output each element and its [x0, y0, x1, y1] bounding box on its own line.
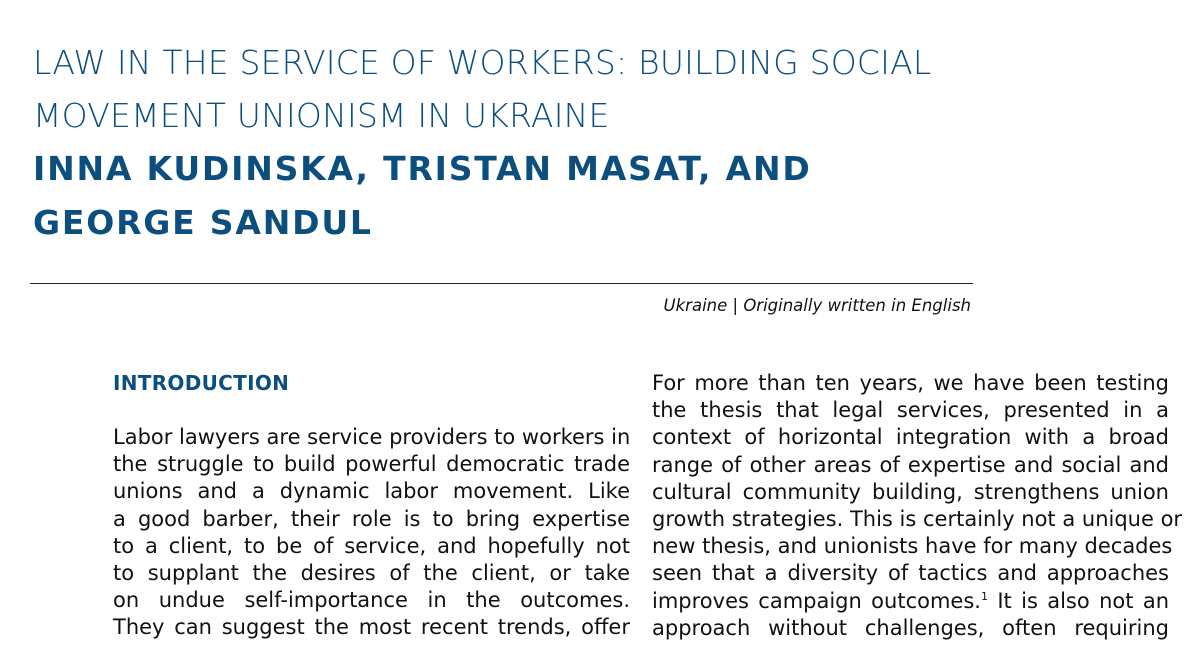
header-divider — [30, 283, 973, 284]
right-column — [652, 370, 1183, 642]
paragraph-line: new thesis, and unionists have for many decades — [652, 534, 1173, 559]
paragraph-line: the thesis that legal services, presented in a — [652, 398, 1169, 423]
paragraph-line: growth strategies. This is certainly not a unique or — [652, 506, 1183, 531]
paragraph-line: to supplant the desires of the client, or take — [113, 560, 630, 585]
footnote-reference[interactable]: 1 — [980, 589, 988, 603]
paragraph-line: cultural community building, strengthens union — [652, 479, 1169, 504]
paragraph-line: Labor lawyers are service providers to workers in — [113, 425, 631, 449]
paragraph-line: For more than ten years, we have been testing — [652, 371, 1169, 395]
paragraph-line: approach without challenges, often requiring — [652, 615, 1169, 640]
left-column — [113, 370, 630, 642]
paragraph-line: context of horizontal integration with a broad — [652, 425, 1169, 450]
paragraph-line: on undue self-importance in the outcomes. — [113, 588, 630, 613]
paragraph-line: seen that a diversity of tactics and approaches — [652, 561, 1169, 586]
paragraph-line: the struggle to build powerful democratic trade — [113, 452, 630, 477]
title-line-1: LAW IN THE SERVICE OF WORKERS: BUILDING SOCIAL — [33, 43, 932, 82]
paragraph-line: a good barber, their role is to bring expertise — [113, 506, 630, 531]
article-authors — [33, 142, 1153, 250]
authors-line-2: GEORGE SANDUL — [33, 203, 373, 242]
paragraph-line: They can suggest the most recent trends, offer — [113, 615, 630, 640]
paragraph-line: range of other areas of expertise and social and — [652, 452, 1169, 477]
paragraph-line: unions and a dynamic labor movement. Like — [113, 479, 630, 504]
paragraph-line-with-footnote — [652, 588, 1169, 615]
article-title — [33, 36, 1153, 142]
section-heading-introduction: INTRODUCTION — [113, 371, 290, 395]
article-meta: Ukraine | Originally written in English — [663, 296, 971, 315]
paragraph-line: to a client, to be of service, and hopefully not — [113, 533, 630, 558]
authors-line-1: INNA KUDINSKA, TRISTAN MASAT, AND — [33, 149, 812, 188]
paragraph-text: It is also not an — [997, 588, 1169, 613]
paragraph-text: improves campaign outcomes. — [652, 588, 981, 613]
title-line-2: MOVEMENT UNIONISM IN UKRAINE — [33, 96, 610, 135]
